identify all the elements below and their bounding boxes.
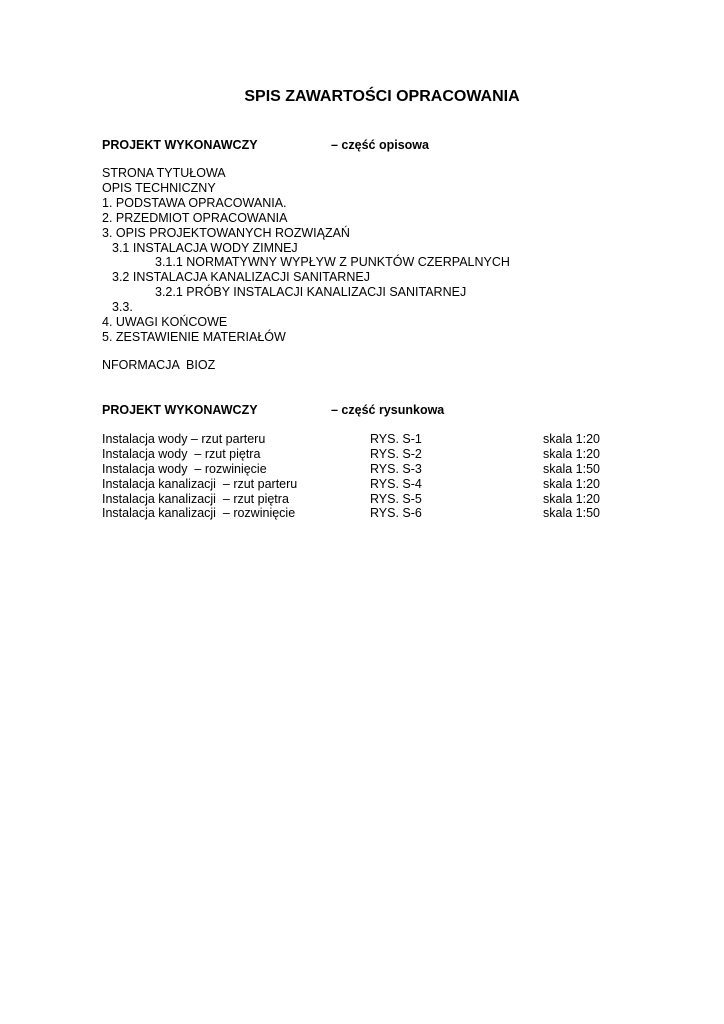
drawing-row	[102, 462, 622, 477]
toc-item: 3.1 INSTALACJA WODY ZIMNEJ	[112, 240, 298, 255]
drawing-part-heading-label: PROJEKT WYKONAWCZY	[102, 403, 258, 417]
drawing-name: Instalacja kanalizacji – rzut parteru	[102, 476, 298, 491]
descriptive-part-heading	[102, 138, 429, 153]
drawing-scale: skala 1:20	[543, 491, 600, 506]
drawing-name: Instalacja wody – rzut parteru	[102, 432, 266, 446]
drawing-row	[102, 492, 622, 507]
descriptive-part-heading-label: PROJEKT WYKONAWCZY	[102, 138, 258, 152]
toc-item: 3.2 INSTALACJA KANALIZACJI SANITARNEJ	[112, 270, 370, 285]
toc-item: 2. PRZEDMIOT OPRACOWANIA	[102, 210, 288, 225]
drawing-name: Instalacja kanalizacji – rozwinięcie	[102, 506, 296, 521]
toc-item: 5. ZESTAWIENIE MATERIAŁÓW	[102, 329, 286, 344]
drawing-part-subheading: – część rysunkowa	[331, 403, 445, 417]
drawing-code: RYS. S-6	[370, 506, 422, 521]
toc-item: 3.3.	[112, 300, 133, 315]
toc-item: 3.1.1 NORMATYWNY WYPŁYW Z PUNKTÓW CZERPALNYCH	[155, 255, 510, 270]
drawing-scale: skala 1:20	[543, 446, 600, 461]
drawings-list	[102, 432, 622, 521]
drawing-name: Instalacja wody – rozwinięcie	[102, 461, 267, 476]
drawing-row	[102, 447, 622, 462]
page-title: SPIS ZAWARTOŚCI OPRACOWANIA	[244, 88, 520, 105]
toc-item: 1. PODSTAWA OPRACOWANIA.	[102, 195, 287, 210]
drawing-name: Instalacja kanalizacji – rzut piętra	[102, 491, 289, 506]
drawing-scale: skala 1:20	[543, 476, 600, 491]
drawing-scale: skala 1:50	[543, 461, 600, 476]
table-of-contents	[102, 166, 510, 345]
drawing-row	[102, 477, 622, 492]
descriptive-part-subheading: – część opisowa	[331, 138, 429, 152]
toc-item: OPIS TECHNICZNY	[102, 180, 216, 195]
toc-item: STRONA TYTUŁOWA	[102, 166, 226, 180]
drawing-name: Instalacja wody – rzut piętra	[102, 446, 261, 461]
drawing-code: RYS. S-3	[370, 461, 422, 476]
drawing-row	[102, 506, 622, 521]
drawing-code: RYS. S-1	[370, 432, 422, 446]
bioz-info: NFORMACJA BIOZ	[102, 358, 216, 372]
drawing-scale: skala 1:20	[543, 432, 600, 446]
drawing-code: RYS. S-5	[370, 491, 422, 506]
drawing-code: RYS. S-2	[370, 446, 422, 461]
toc-item: 3. OPIS PROJEKTOWANYCH ROZWIĄZAŃ	[102, 225, 350, 240]
drawing-row	[102, 432, 622, 447]
drawing-code: RYS. S-4	[370, 476, 422, 491]
drawing-scale: skala 1:50	[543, 506, 600, 521]
toc-item: 3.2.1 PRÓBY INSTALACJI KANALIZACJI SANITARNEJ	[155, 285, 467, 300]
toc-item: 4. UWAGI KOŃCOWE	[102, 315, 228, 330]
drawing-part-heading	[102, 403, 445, 418]
